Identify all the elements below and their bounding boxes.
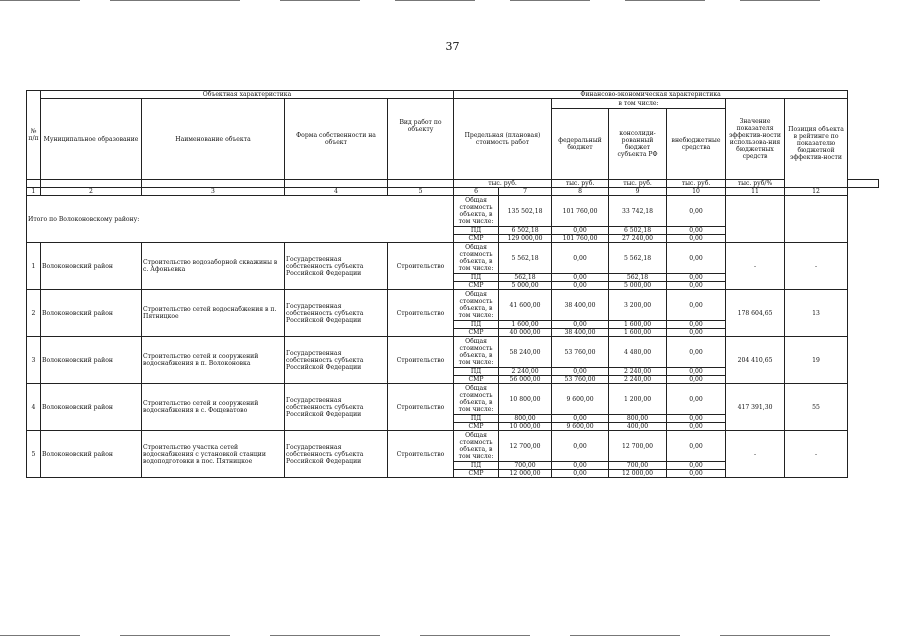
extrabudget-value: 0,00 (667, 321, 726, 329)
row-number: 1 (27, 243, 41, 290)
consolidated-value: 1 200,00 (609, 384, 667, 415)
unit-label: тыс. руб. (552, 180, 609, 188)
col-header-federal: федеральный бюджет (552, 109, 609, 180)
col-header-rank: Позиция объекта в рейтинге по показателю бюджетной эффектив-ности (785, 99, 848, 188)
extrabudget-value: 0,00 (667, 431, 726, 462)
indicator-value: 178 604,65 (726, 290, 785, 337)
table-row (27, 431, 879, 462)
cost-value: 562,18 (499, 274, 552, 282)
table-row (27, 290, 879, 321)
extrabudget-value: 0,00 (667, 376, 726, 384)
table-row (27, 243, 879, 274)
consolidated-value: 3 200,00 (609, 290, 667, 321)
cost-type: СМР (454, 235, 499, 243)
consolidated-value: 27 240,00 (609, 235, 667, 243)
federal-value: 0,00 (552, 321, 609, 329)
object-name: Строительство сетей и сооружений водоснабжения в п. Волоконовка (142, 337, 285, 384)
col-header-including: в том числе: (552, 99, 726, 109)
rank-value: 13 (785, 290, 848, 337)
consolidated-value: 2 240,00 (609, 376, 667, 384)
cost-value: 135 502,18 (499, 196, 552, 227)
rank-value: 19 (785, 337, 848, 384)
cost-value: 1 600,00 (499, 321, 552, 329)
cost-type: СМР (454, 329, 499, 337)
cost-value: 10 800,00 (499, 384, 552, 415)
federal-value: 0,00 (552, 415, 609, 423)
federal-value: 53 760,00 (552, 337, 609, 368)
municipality: Волоконовский район (41, 290, 142, 337)
column-number: 2 (41, 188, 142, 196)
extrabudget-value: 0,00 (667, 243, 726, 274)
column-number: 12 (785, 188, 848, 196)
cost-value: 700,00 (499, 462, 552, 470)
object-name: Строительство водозаборной скважины в с. Афоньевка (142, 243, 285, 290)
column-number: 10 (667, 188, 726, 196)
table-row (27, 384, 879, 415)
object-name: Строительство сетей водоснабжения в п. Пятницкое (142, 290, 285, 337)
cost-type: Общая стоимость объекта, в том числе: (454, 290, 499, 321)
cost-value: 5 000,00 (499, 282, 552, 290)
col-header-num: № п/п (27, 91, 41, 180)
cost-value: 6 502,18 (499, 227, 552, 235)
column-number: 7 (499, 188, 552, 196)
col-header-municipality: Муниципальное образование (41, 99, 142, 180)
unit-label: тыс. руб/% (726, 180, 785, 188)
row-number: 2 (27, 290, 41, 337)
federal-value: 101 760,00 (552, 235, 609, 243)
cost-type: ПД (454, 227, 499, 235)
extrabudget-value: 0,00 (667, 423, 726, 431)
consolidated-value: 12 000,00 (609, 470, 667, 478)
cost-type: Общая стоимость объекта, в том числе: (454, 384, 499, 415)
row-number: 5 (27, 431, 41, 478)
cost-type: СМР (454, 376, 499, 384)
cost-value: 2 240,00 (499, 368, 552, 376)
cost-type: Общая стоимость объекта, в том числе: (454, 431, 499, 462)
col-header-worktype: Вид работ по объекту (388, 99, 454, 180)
indicator-value: - (726, 243, 785, 290)
extrabudget-value: 0,00 (667, 462, 726, 470)
indicator-value: - (726, 431, 785, 478)
page-number: 37 (445, 40, 460, 53)
federal-value: 0,00 (552, 274, 609, 282)
extrabudget-value: 0,00 (667, 384, 726, 415)
consolidated-value: 12 700,00 (609, 431, 667, 462)
cost-type: ПД (454, 415, 499, 423)
cost-value: 10 000,00 (499, 423, 552, 431)
cost-type: СМР (454, 282, 499, 290)
municipality: Волоконовский район (41, 243, 142, 290)
ownership-form: Государственная собственность субъекта Российской Федерации (285, 337, 388, 384)
table-row (27, 337, 879, 368)
cost-type: Общая стоимость объекта, в том числе: (454, 243, 499, 274)
col-header-cost: Предельная (плановая) стоимость работ (454, 99, 552, 180)
project-table (26, 90, 879, 478)
column-number: 8 (552, 188, 609, 196)
federal-value: 101 760,00 (552, 196, 609, 227)
work-type: Строительство (388, 431, 454, 478)
extrabudget-value: 0,00 (667, 470, 726, 478)
cost-value: 800,00 (499, 415, 552, 423)
cost-type: Общая стоимость объекта, в том числе: (454, 337, 499, 368)
federal-value: 0,00 (552, 431, 609, 462)
ownership-form: Государственная собственность субъекта Российской Федерации (285, 431, 388, 478)
unit-label: тыс. руб. (667, 180, 726, 188)
federal-value: 0,00 (552, 227, 609, 235)
cost-value: 58 240,00 (499, 337, 552, 368)
cost-value: 12 000,00 (499, 470, 552, 478)
col-header-extrabudget: внебюджетные средства (667, 109, 726, 180)
ownership-form: Государственная собственность субъекта Российской Федерации (285, 384, 388, 431)
col-header-indicator: Значение показателя эффектив-ности использова-ния бюджетных средств (726, 99, 785, 180)
total-row (27, 196, 879, 227)
indicator-value: 204 410,65 (726, 337, 785, 384)
cost-type: Общая стоимость объекта, в том числе: (454, 196, 499, 227)
federal-value: 38 400,00 (552, 329, 609, 337)
work-type: Строительство (388, 337, 454, 384)
municipality: Волоконовский район (41, 337, 142, 384)
col-header-object: Наименование объекта (142, 99, 285, 180)
row-number: 4 (27, 384, 41, 431)
extrabudget-value: 0,00 (667, 282, 726, 290)
cost-value: 129 000,00 (499, 235, 552, 243)
consolidated-value: 33 742,18 (609, 196, 667, 227)
extrabudget-value: 0,00 (667, 290, 726, 321)
work-type: Строительство (388, 384, 454, 431)
federal-value: 9 600,00 (552, 384, 609, 415)
cost-value: 5 562,18 (499, 243, 552, 274)
section-header-objective: Объектная характеристика (41, 91, 454, 99)
federal-value: 0,00 (552, 462, 609, 470)
indicator-value: 417 391,30 (726, 384, 785, 431)
cost-value: 40 000,00 (499, 329, 552, 337)
ownership-form: Государственная собственность субъекта Российской Федерации (285, 290, 388, 337)
extrabudget-value: 0,00 (667, 368, 726, 376)
extrabudget-value: 0,00 (667, 415, 726, 423)
total-label: Итого по Волоконовскому району: (27, 196, 454, 243)
consolidated-value: 1 600,00 (609, 329, 667, 337)
ownership-form: Государственная собственность субъекта Российской Федерации (285, 243, 388, 290)
consolidated-value: 1 600,00 (609, 321, 667, 329)
cost-type: ПД (454, 321, 499, 329)
extrabudget-value: 0,00 (667, 235, 726, 243)
consolidated-value: 5 562,18 (609, 243, 667, 274)
municipality: Волоконовский район (41, 384, 142, 431)
object-name: Строительство участка сетей водоснабжения с установкой станции водоподготовки в пос. Пятницкое (142, 431, 285, 478)
consolidated-value: 700,00 (609, 462, 667, 470)
extrabudget-value: 0,00 (667, 329, 726, 337)
work-type: Строительство (388, 243, 454, 290)
consolidated-value: 400,00 (609, 423, 667, 431)
cost-type: ПД (454, 462, 499, 470)
cost-type: СМР (454, 470, 499, 478)
rank-value (785, 196, 848, 243)
extrabudget-value: 0,00 (667, 337, 726, 368)
rank-value: 55 (785, 384, 848, 431)
section-header-financial: Финансово-экономическая характеристика (454, 91, 848, 99)
cost-value: 56 000,00 (499, 376, 552, 384)
work-type: Строительство (388, 290, 454, 337)
rank-value: - (785, 243, 848, 290)
col-header-ownership: Форма собственности на объект (285, 99, 388, 180)
cost-value: 12 700,00 (499, 431, 552, 462)
consolidated-value: 800,00 (609, 415, 667, 423)
municipality: Волоконовский район (41, 431, 142, 478)
rank-value: - (785, 431, 848, 478)
extrabudget-value: 0,00 (667, 274, 726, 282)
federal-value: 9 600,00 (552, 423, 609, 431)
consolidated-value: 2 240,00 (609, 368, 667, 376)
consolidated-value: 562,18 (609, 274, 667, 282)
extrabudget-value: 0,00 (667, 196, 726, 227)
indicator-value (726, 196, 785, 243)
column-number: 5 (388, 188, 454, 196)
column-number: 11 (726, 188, 785, 196)
cost-value: 41 600,00 (499, 290, 552, 321)
row-number: 3 (27, 337, 41, 384)
cost-type: СМР (454, 423, 499, 431)
column-number: 1 (27, 188, 41, 196)
federal-value: 0,00 (552, 470, 609, 478)
column-number: 4 (285, 188, 388, 196)
col-header-consolidated: консолиди-рованный бюджет субъекта РФ (609, 109, 667, 180)
extrabudget-value: 0,00 (667, 227, 726, 235)
federal-value: 0,00 (552, 282, 609, 290)
top-border-marks (0, 0, 905, 2)
federal-value: 0,00 (552, 368, 609, 376)
column-number: 3 (142, 188, 285, 196)
cost-type: ПД (454, 368, 499, 376)
cost-type: ПД (454, 274, 499, 282)
object-name: Строительство сетей и сооружений водоснабжения в с. Фощеватово (142, 384, 285, 431)
unit-label: тыс. руб. (609, 180, 667, 188)
consolidated-value: 6 502,18 (609, 227, 667, 235)
consolidated-value: 5 000,00 (609, 282, 667, 290)
federal-value: 53 760,00 (552, 376, 609, 384)
federal-value: 38 400,00 (552, 290, 609, 321)
consolidated-value: 4 480,00 (609, 337, 667, 368)
column-number: 9 (609, 188, 667, 196)
unit-label: тыс. руб. (454, 180, 552, 188)
column-number: 6 (454, 188, 499, 196)
federal-value: 0,00 (552, 243, 609, 274)
